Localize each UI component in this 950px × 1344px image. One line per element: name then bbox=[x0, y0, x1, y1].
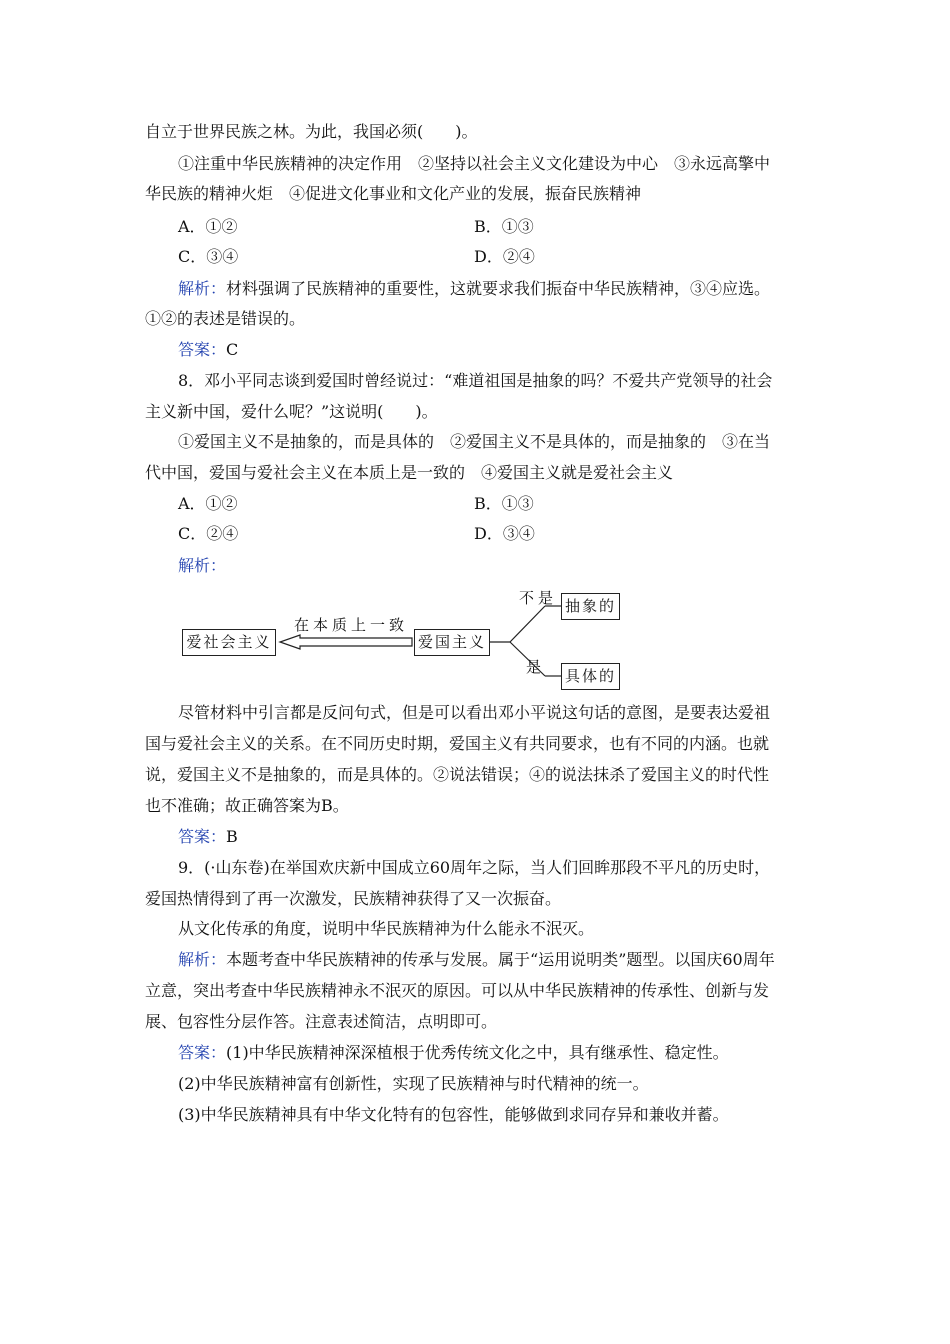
q8-answer-value: B bbox=[226, 827, 238, 846]
q7-items-line2: 华民族的精神火炬 ④促进文化事业和文化产业的发展，振奋民族精神 bbox=[145, 184, 642, 203]
q7-analysis-line2: ①②的表述是错误的。 bbox=[145, 309, 306, 328]
q8-explain-line4: 也不准确；故正确答案为B。 bbox=[145, 796, 349, 815]
lower-branch-label: 是 bbox=[526, 658, 546, 676]
q8-stem-line1: 8．邓小平同志谈到爱国时曾经说过：“难道祖国是抽象的吗？不爱共产党领导的社会 bbox=[178, 371, 773, 390]
q9-analysis-line2: 立意，突出考查中华民族精神永不泯灭的原因。可以从中华民族精神的传承性、创新与发 bbox=[145, 981, 770, 1000]
q9-stem-line1: 9．(·山东卷)在举国欢庆新中国成立60周年之际，当人们回眸那段不平凡的历史时， bbox=[178, 858, 771, 877]
q9-answer bbox=[178, 1043, 729, 1063]
q8-items-line1: ①爱国主义不是抽象的，而是具体的 ②爱国主义不是具体的，而是抽象的 ③在当 bbox=[178, 432, 771, 451]
q8-answer bbox=[178, 827, 238, 847]
q7-option-b: B．①③ bbox=[474, 217, 534, 236]
q8-answer-label: 答案： bbox=[178, 827, 227, 846]
box-concrete: 具体的 bbox=[561, 663, 620, 690]
q9-analysis-text: 本题考查中华民族精神的传承与发展。属于“运用说明类”题型。以国庆60周年 bbox=[226, 950, 775, 969]
q7-option-c: C．③④ bbox=[178, 247, 239, 266]
q8-option-c: C．②④ bbox=[178, 524, 239, 543]
q9-analysis-line3: 展、包容性分层作答。注意表述简洁，点明即可。 bbox=[145, 1012, 498, 1031]
q9-stem-line2: 爱国热情得到了再一次激发，民族精神获得了又一次振奋。 bbox=[145, 889, 562, 908]
box-patriotism: 爱国主义 bbox=[414, 629, 490, 656]
q8-option-d: D．③④ bbox=[474, 524, 535, 543]
branch-upper bbox=[510, 606, 545, 642]
q9-answer-line3: (3)中华民族精神具有中华文化特有的包容性，能够做到求同存异和兼收并蓄。 bbox=[178, 1105, 729, 1124]
q8-explain-line1: 尽管材料中引言都是反问句式，但是可以看出邓小平说这句话的意图，是要表达爱祖 bbox=[178, 703, 771, 722]
q8-analysis-label: 解析： bbox=[178, 556, 227, 575]
q9-analysis-label: 解析： bbox=[178, 950, 227, 969]
q8-option-b: B．①③ bbox=[474, 494, 534, 513]
q8-stem-line2: 主义新中国，爱什么呢？”这说明( )。 bbox=[145, 402, 438, 421]
q7-analysis-text: 材料强调了民族精神的重要性，这就要求我们振奋中华民族精神，③④应选。 bbox=[226, 279, 771, 298]
upper-branch-label: 不是 bbox=[519, 589, 558, 607]
q8-items-line2: 代中国，爱国与爱社会主义在本质上是一致的 ④爱国主义就是爱社会主义 bbox=[145, 463, 674, 482]
q9-answer-line2: (2)中华民族精神富有创新性，实现了民族精神与时代精神的统一。 bbox=[178, 1074, 649, 1093]
q9-answer-label: 答案： bbox=[178, 1043, 227, 1062]
q7-items-line1: ①注重中华民族精神的决定作用 ②坚持以社会主义文化建设为中心 ③永远高擎中 bbox=[178, 154, 771, 173]
q9-analysis bbox=[178, 950, 775, 970]
left-arrow-shape bbox=[280, 635, 412, 649]
q8-explain-line3: 说，爱国主义不是抽象的，而是具体的。②说法错误；④的说法抹杀了爱国主义的时代性 bbox=[145, 765, 770, 784]
q7-analysis-label: 解析： bbox=[178, 279, 227, 298]
box-abstract: 抽象的 bbox=[561, 593, 620, 620]
q7-answer-label: 答案： bbox=[178, 340, 227, 359]
box-love-socialism: 爱社会主义 bbox=[182, 629, 276, 656]
q7-stem-end: 自立于世界民族之林。为此，我国必须( )。 bbox=[145, 122, 478, 141]
q8-option-a: A．①② bbox=[178, 494, 238, 513]
q7-option-d: D．②④ bbox=[474, 247, 535, 266]
q7-option-a: A．①② bbox=[178, 217, 238, 236]
q9-answer-line1: (1)中华民族精神深深植根于优秀传统文化之中，具有继承性、稳定性。 bbox=[226, 1043, 729, 1062]
q7-answer-value: C bbox=[226, 340, 239, 359]
arrow-label: 在本质上一致 bbox=[294, 616, 409, 634]
q8-explain-line2: 国与爱社会主义的关系。在不同历史时期，爱国主义有共同要求，也有不同的内涵。也就 bbox=[145, 734, 770, 753]
q9-question: 从文化传承的角度，说明中华民族精神为什么能永不泯灭。 bbox=[178, 919, 595, 938]
